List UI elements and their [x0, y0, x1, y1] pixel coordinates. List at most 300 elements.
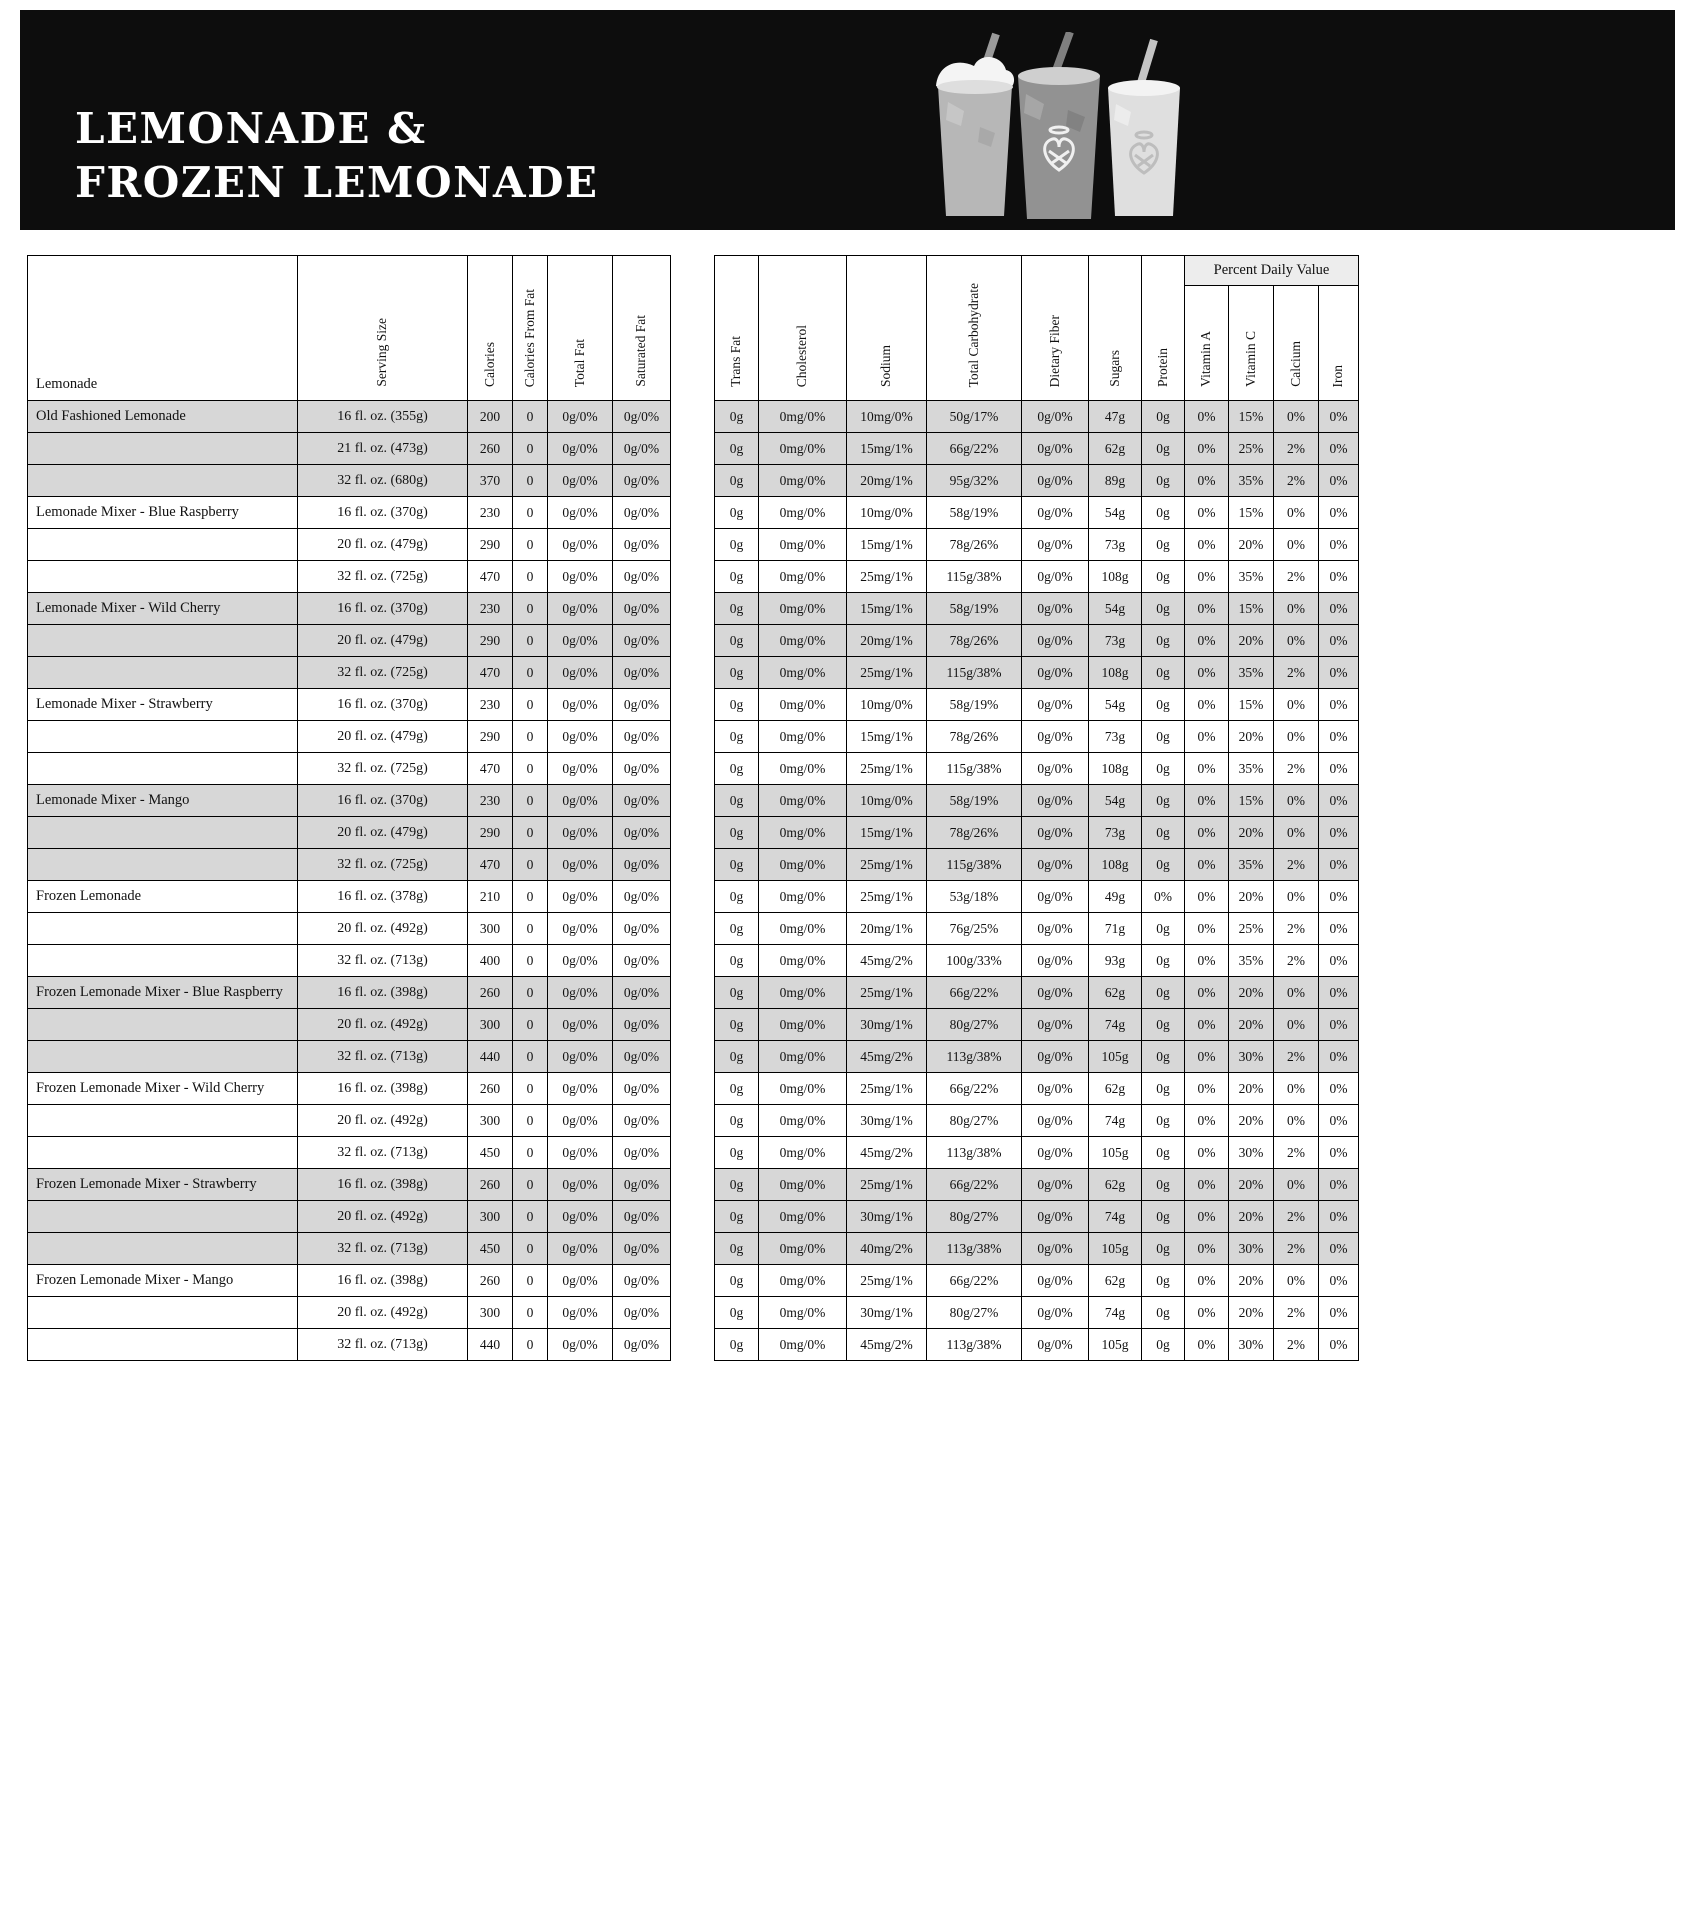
- cell-vitamin-a: 0%: [1185, 1329, 1229, 1361]
- cell-total-carbohydrate: 78g/26%: [927, 625, 1022, 657]
- col-header-label: Trans Fat: [728, 336, 744, 387]
- cell-calories-from-fat: 0: [513, 1041, 548, 1073]
- cell-sodium: 10mg/0%: [847, 401, 927, 433]
- cell-vitamin-c: 15%: [1229, 593, 1274, 625]
- cell-calories-from-fat: 0: [513, 689, 548, 721]
- cell-sugars: 89g: [1089, 465, 1142, 497]
- cell-product-name: [28, 1105, 298, 1137]
- cell-calories-from-fat: 0: [513, 1073, 548, 1105]
- cell-product-name: [28, 561, 298, 593]
- cell-calories: 230: [468, 497, 513, 529]
- cell-sodium: 15mg/1%: [847, 529, 927, 561]
- cell-total-fat: 0g/0%: [548, 753, 613, 785]
- col-header-label: Calories From Fat: [521, 288, 537, 387]
- col-header-sodium: [847, 256, 927, 401]
- cell-calories-from-fat: 0: [513, 1201, 548, 1233]
- cell-sodium: 10mg/0%: [847, 785, 927, 817]
- cell-saturated-fat: 0g/0%: [613, 1073, 671, 1105]
- cell-sodium: 20mg/1%: [847, 465, 927, 497]
- cell-saturated-fat: 0g/0%: [613, 1233, 671, 1265]
- cell-calories-from-fat: 0: [513, 1137, 548, 1169]
- cell-vitamin-a: 0%: [1185, 1297, 1229, 1329]
- cell-calcium: 0%: [1274, 785, 1319, 817]
- cell-product-name: Frozen Lemonade Mixer - Mango: [28, 1265, 298, 1297]
- cell-dietary-fiber: 0g/0%: [1022, 1329, 1089, 1361]
- cell-sugars: 93g: [1089, 945, 1142, 977]
- table-row: [28, 1329, 671, 1361]
- cell-trans-fat: 0g: [715, 433, 759, 465]
- cell-saturated-fat: 0g/0%: [613, 913, 671, 945]
- cell-total-carbohydrate: 58g/19%: [927, 497, 1022, 529]
- cell-product-name: [28, 1297, 298, 1329]
- cell-total-carbohydrate: 66g/22%: [927, 1169, 1022, 1201]
- cell-vitamin-a: 0%: [1185, 625, 1229, 657]
- cell-total-fat: 0g/0%: [548, 689, 613, 721]
- cell-dietary-fiber: 0g/0%: [1022, 753, 1089, 785]
- cell-product-name: Lemonade Mixer - Wild Cherry: [28, 593, 298, 625]
- cell-product-name: [28, 1137, 298, 1169]
- cell-sodium: 30mg/1%: [847, 1009, 927, 1041]
- cell-serving-size: 21 fl. oz. (473g): [298, 433, 468, 465]
- cell-total-carbohydrate: 80g/27%: [927, 1009, 1022, 1041]
- cell-total-fat: 0g/0%: [548, 433, 613, 465]
- cell-protein: 0g: [1142, 401, 1185, 433]
- cell-sodium: 30mg/1%: [847, 1297, 927, 1329]
- col-header-label: Protein: [1154, 348, 1170, 387]
- cell-iron: 0%: [1319, 1041, 1359, 1073]
- cell-calories: 300: [468, 913, 513, 945]
- table-row: [28, 849, 671, 881]
- cell-sodium: 10mg/0%: [847, 497, 927, 529]
- cell-trans-fat: 0g: [715, 1105, 759, 1137]
- cell-dietary-fiber: 0g/0%: [1022, 625, 1089, 657]
- cell-cholesterol: 0mg/0%: [759, 1041, 847, 1073]
- cell-sodium: 45mg/2%: [847, 1329, 927, 1361]
- cell-product-name: Frozen Lemonade Mixer - Strawberry: [28, 1169, 298, 1201]
- col-header-label: Calories: [481, 342, 497, 387]
- cell-calories-from-fat: 0: [513, 1233, 548, 1265]
- cell-calories-from-fat: 0: [513, 1329, 548, 1361]
- table-row: [715, 433, 1359, 465]
- cell-vitamin-c: 20%: [1229, 1073, 1274, 1105]
- col-header-label: Sugars: [1106, 350, 1122, 387]
- cell-calories: 290: [468, 625, 513, 657]
- cell-sodium: 15mg/1%: [847, 721, 927, 753]
- cell-vitamin-a: 0%: [1185, 657, 1229, 689]
- cell-sodium: 30mg/1%: [847, 1201, 927, 1233]
- cell-cholesterol: 0mg/0%: [759, 1297, 847, 1329]
- cell-trans-fat: 0g: [715, 753, 759, 785]
- col-header-cholesterol: [759, 256, 847, 401]
- cell-saturated-fat: 0g/0%: [613, 529, 671, 561]
- cell-cholesterol: 0mg/0%: [759, 1329, 847, 1361]
- col-header-calories-from-fat: [513, 256, 548, 401]
- table-row: [28, 913, 671, 945]
- cell-calcium: 2%: [1274, 913, 1319, 945]
- cell-total-fat: 0g/0%: [548, 1265, 613, 1297]
- cell-serving-size: 32 fl. oz. (725g): [298, 657, 468, 689]
- cell-total-fat: 0g/0%: [548, 849, 613, 881]
- cell-sugars: 54g: [1089, 593, 1142, 625]
- cell-protein: 0g: [1142, 1265, 1185, 1297]
- straw-icon: [1140, 40, 1154, 86]
- cell-calories: 470: [468, 561, 513, 593]
- table-row: [715, 497, 1359, 529]
- cell-saturated-fat: 0g/0%: [613, 721, 671, 753]
- cell-serving-size: 16 fl. oz. (398g): [298, 1265, 468, 1297]
- col-header-vitamin-a: [1185, 286, 1229, 401]
- cell-vitamin-c: 35%: [1229, 849, 1274, 881]
- cell-product-name: [28, 433, 298, 465]
- cell-vitamin-c: 30%: [1229, 1041, 1274, 1073]
- col-header-label: Saturated Fat: [633, 315, 649, 387]
- cell-vitamin-c: 30%: [1229, 1137, 1274, 1169]
- cell-sugars: 108g: [1089, 753, 1142, 785]
- cell-calories-from-fat: 0: [513, 977, 548, 1009]
- cell-dietary-fiber: 0g/0%: [1022, 1169, 1089, 1201]
- table-row: [715, 561, 1359, 593]
- cell-serving-size: 16 fl. oz. (378g): [298, 881, 468, 913]
- cell-vitamin-c: 20%: [1229, 977, 1274, 1009]
- cell-saturated-fat: 0g/0%: [613, 977, 671, 1009]
- cell-serving-size: 32 fl. oz. (725g): [298, 849, 468, 881]
- table-row: [28, 561, 671, 593]
- cell-calories-from-fat: 0: [513, 753, 548, 785]
- cell-dietary-fiber: 0g/0%: [1022, 1137, 1089, 1169]
- nutrition-table-right: [714, 255, 1359, 1361]
- cell-cholesterol: 0mg/0%: [759, 977, 847, 1009]
- cell-sugars: 105g: [1089, 1137, 1142, 1169]
- cell-calories: 210: [468, 881, 513, 913]
- cell-serving-size: 32 fl. oz. (713g): [298, 1137, 468, 1169]
- cell-vitamin-c: 20%: [1229, 1105, 1274, 1137]
- cell-cholesterol: 0mg/0%: [759, 625, 847, 657]
- cell-protein: 0g: [1142, 1233, 1185, 1265]
- cell-sodium: 25mg/1%: [847, 881, 927, 913]
- cell-serving-size: 16 fl. oz. (370g): [298, 785, 468, 817]
- cell-sugars: 49g: [1089, 881, 1142, 913]
- cell-vitamin-c: 15%: [1229, 785, 1274, 817]
- cell-vitamin-c: 20%: [1229, 1297, 1274, 1329]
- cell-dietary-fiber: 0g/0%: [1022, 401, 1089, 433]
- table-row: [28, 497, 671, 529]
- cell-iron: 0%: [1319, 977, 1359, 1009]
- table-row: [28, 785, 671, 817]
- cell-protein: 0g: [1142, 561, 1185, 593]
- cell-vitamin-a: 0%: [1185, 1041, 1229, 1073]
- cell-cholesterol: 0mg/0%: [759, 1105, 847, 1137]
- cell-serving-size: 32 fl. oz. (713g): [298, 1041, 468, 1073]
- cell-calories: 440: [468, 1041, 513, 1073]
- cell-vitamin-c: 15%: [1229, 497, 1274, 529]
- cell-product-name: [28, 529, 298, 561]
- cell-product-name: [28, 721, 298, 753]
- cell-serving-size: 20 fl. oz. (479g): [298, 529, 468, 561]
- cell-cholesterol: 0mg/0%: [759, 753, 847, 785]
- cell-sugars: 54g: [1089, 785, 1142, 817]
- cell-total-carbohydrate: 66g/22%: [927, 1265, 1022, 1297]
- cell-calories-from-fat: 0: [513, 785, 548, 817]
- cell-vitamin-c: 35%: [1229, 561, 1274, 593]
- cell-protein: 0g: [1142, 849, 1185, 881]
- cell-dietary-fiber: 0g/0%: [1022, 561, 1089, 593]
- cell-sugars: 62g: [1089, 433, 1142, 465]
- cell-product-name: [28, 945, 298, 977]
- col-header-label: Cholesterol: [794, 324, 810, 387]
- cell-vitamin-c: 25%: [1229, 913, 1274, 945]
- cell-calcium: 0%: [1274, 1169, 1319, 1201]
- cell-serving-size: 16 fl. oz. (370g): [298, 689, 468, 721]
- cell-trans-fat: 0g: [715, 529, 759, 561]
- cell-vitamin-c: 20%: [1229, 625, 1274, 657]
- table-row: [715, 529, 1359, 561]
- cell-product-name: Frozen Lemonade Mixer - Wild Cherry: [28, 1073, 298, 1105]
- cell-total-carbohydrate: 53g/18%: [927, 881, 1022, 913]
- cell-total-fat: 0g/0%: [548, 1169, 613, 1201]
- col-header-saturated-fat: [613, 256, 671, 401]
- cell-calcium: 0%: [1274, 401, 1319, 433]
- cell-sodium: 40mg/2%: [847, 1233, 927, 1265]
- cell-serving-size: 32 fl. oz. (713g): [298, 1233, 468, 1265]
- cell-protein: 0g: [1142, 977, 1185, 1009]
- table-row: [28, 401, 671, 433]
- cell-total-fat: 0g/0%: [548, 817, 613, 849]
- cell-dietary-fiber: 0g/0%: [1022, 1201, 1089, 1233]
- cell-product-name: [28, 1233, 298, 1265]
- cell-trans-fat: 0g: [715, 657, 759, 689]
- table-row: [715, 625, 1359, 657]
- cell-iron: 0%: [1319, 1201, 1359, 1233]
- cell-vitamin-a: 0%: [1185, 1201, 1229, 1233]
- cell-total-carbohydrate: 115g/38%: [927, 561, 1022, 593]
- cell-total-carbohydrate: 115g/38%: [927, 753, 1022, 785]
- cell-vitamin-a: 0%: [1185, 913, 1229, 945]
- cell-cholesterol: 0mg/0%: [759, 433, 847, 465]
- cell-calories: 470: [468, 753, 513, 785]
- cell-trans-fat: 0g: [715, 401, 759, 433]
- cell-iron: 0%: [1319, 913, 1359, 945]
- cell-trans-fat: 0g: [715, 593, 759, 625]
- cell-serving-size: 16 fl. oz. (370g): [298, 593, 468, 625]
- cell-protein: 0g: [1142, 433, 1185, 465]
- cell-vitamin-a: 0%: [1185, 1233, 1229, 1265]
- cell-saturated-fat: 0g/0%: [613, 657, 671, 689]
- pdv-header: Percent Daily Value: [1185, 256, 1359, 286]
- cell-product-name: Frozen Lemonade Mixer - Blue Raspberry: [28, 977, 298, 1009]
- cell-sugars: 62g: [1089, 1169, 1142, 1201]
- cell-total-fat: 0g/0%: [548, 593, 613, 625]
- cell-calcium: 0%: [1274, 1105, 1319, 1137]
- table-row: [715, 1009, 1359, 1041]
- cell-calories: 230: [468, 689, 513, 721]
- cell-cholesterol: 0mg/0%: [759, 721, 847, 753]
- cell-vitamin-a: 0%: [1185, 689, 1229, 721]
- cell-calcium: 0%: [1274, 977, 1319, 1009]
- cell-iron: 0%: [1319, 1265, 1359, 1297]
- page-title-line2: FROZEN LEMONADE: [75, 157, 599, 207]
- cell-calories: 290: [468, 817, 513, 849]
- cell-calories-from-fat: 0: [513, 593, 548, 625]
- cell-total-carbohydrate: 76g/25%: [927, 913, 1022, 945]
- cell-total-fat: 0g/0%: [548, 721, 613, 753]
- cell-trans-fat: 0g: [715, 1201, 759, 1233]
- col-header-label: Serving Size: [374, 318, 390, 387]
- cell-calories-from-fat: 0: [513, 817, 548, 849]
- cell-serving-size: 20 fl. oz. (479g): [298, 721, 468, 753]
- cell-dietary-fiber: 0g/0%: [1022, 657, 1089, 689]
- col-header-trans-fat: [715, 256, 759, 401]
- cell-cholesterol: 0mg/0%: [759, 465, 847, 497]
- cell-dietary-fiber: 0g/0%: [1022, 1073, 1089, 1105]
- cell-vitamin-a: 0%: [1185, 1009, 1229, 1041]
- cell-vitamin-a: 0%: [1185, 497, 1229, 529]
- cell-iron: 0%: [1319, 1169, 1359, 1201]
- cell-protein: 0g: [1142, 945, 1185, 977]
- cell-serving-size: 32 fl. oz. (725g): [298, 753, 468, 785]
- table-row: [715, 593, 1359, 625]
- cell-calories-from-fat: 0: [513, 913, 548, 945]
- cell-saturated-fat: 0g/0%: [613, 945, 671, 977]
- table-row: [715, 465, 1359, 497]
- cell-total-fat: 0g/0%: [548, 625, 613, 657]
- cell-dietary-fiber: 0g/0%: [1022, 1265, 1089, 1297]
- cell-sodium: 20mg/1%: [847, 625, 927, 657]
- cell-calories-from-fat: 0: [513, 1105, 548, 1137]
- cell-total-fat: 0g/0%: [548, 977, 613, 1009]
- cell-vitamin-a: 0%: [1185, 785, 1229, 817]
- cell-sodium: 25mg/1%: [847, 1169, 927, 1201]
- cell-dietary-fiber: 0g/0%: [1022, 689, 1089, 721]
- table-row: [715, 721, 1359, 753]
- cell-vitamin-a: 0%: [1185, 945, 1229, 977]
- cell-vitamin-a: 0%: [1185, 433, 1229, 465]
- cell-calories: 400: [468, 945, 513, 977]
- cell-total-carbohydrate: 78g/26%: [927, 529, 1022, 561]
- cell-vitamin-c: 35%: [1229, 753, 1274, 785]
- cell-total-fat: 0g/0%: [548, 1073, 613, 1105]
- cell-product-name: Frozen Lemonade: [28, 881, 298, 913]
- cell-total-carbohydrate: 66g/22%: [927, 1073, 1022, 1105]
- cell-total-fat: 0g/0%: [548, 1009, 613, 1041]
- table-row: [28, 1009, 671, 1041]
- cell-cholesterol: 0mg/0%: [759, 401, 847, 433]
- table-row: [28, 625, 671, 657]
- table-row: [715, 1233, 1359, 1265]
- cell-product-name: [28, 913, 298, 945]
- table-row: [715, 1137, 1359, 1169]
- col-header-vitamin-c: [1229, 286, 1274, 401]
- cell-sodium: 25mg/1%: [847, 1265, 927, 1297]
- cell-calories-from-fat: 0: [513, 529, 548, 561]
- cell-iron: 0%: [1319, 753, 1359, 785]
- cell-total-fat: 0g/0%: [548, 881, 613, 913]
- cell-calories-from-fat: 0: [513, 849, 548, 881]
- cell-calories-from-fat: 0: [513, 1297, 548, 1329]
- cell-trans-fat: 0g: [715, 1233, 759, 1265]
- cell-sugars: 54g: [1089, 497, 1142, 529]
- cell-iron: 0%: [1319, 657, 1359, 689]
- cell-protein: 0g: [1142, 753, 1185, 785]
- cell-iron: 0%: [1319, 1105, 1359, 1137]
- cell-total-fat: 0g/0%: [548, 497, 613, 529]
- lemonade-cups-image: [900, 32, 1210, 222]
- cell-cholesterol: 0mg/0%: [759, 913, 847, 945]
- cell-sugars: 105g: [1089, 1233, 1142, 1265]
- cell-iron: 0%: [1319, 1137, 1359, 1169]
- cell-product-name: Lemonade Mixer - Strawberry: [28, 689, 298, 721]
- cell-trans-fat: 0g: [715, 1329, 759, 1361]
- cell-total-fat: 0g/0%: [548, 913, 613, 945]
- cell-protein: 0g: [1142, 1201, 1185, 1233]
- cell-iron: 0%: [1319, 721, 1359, 753]
- cell-serving-size: 32 fl. oz. (725g): [298, 561, 468, 593]
- cell-saturated-fat: 0g/0%: [613, 1105, 671, 1137]
- cell-sugars: 74g: [1089, 1009, 1142, 1041]
- header-row: [715, 256, 1359, 286]
- cell-product-name: [28, 753, 298, 785]
- cell-calories: 260: [468, 1265, 513, 1297]
- cell-calories-from-fat: 0: [513, 1009, 548, 1041]
- cell-dietary-fiber: 0g/0%: [1022, 977, 1089, 1009]
- cell-total-fat: 0g/0%: [548, 785, 613, 817]
- cell-total-fat: 0g/0%: [548, 1041, 613, 1073]
- cell-sodium: 20mg/1%: [847, 913, 927, 945]
- cell-vitamin-a: 0%: [1185, 593, 1229, 625]
- cell-protein: 0%: [1142, 881, 1185, 913]
- cell-iron: 0%: [1319, 817, 1359, 849]
- cell-iron: 0%: [1319, 625, 1359, 657]
- cell-iron: 0%: [1319, 1329, 1359, 1361]
- cell-calories-from-fat: 0: [513, 657, 548, 689]
- cell-product-name: [28, 625, 298, 657]
- cell-dietary-fiber: 0g/0%: [1022, 1233, 1089, 1265]
- cell-calcium: 0%: [1274, 721, 1319, 753]
- cell-trans-fat: 0g: [715, 913, 759, 945]
- cell-trans-fat: 0g: [715, 785, 759, 817]
- table-row: [715, 817, 1359, 849]
- table-row: [28, 1137, 671, 1169]
- cell-vitamin-a: 0%: [1185, 561, 1229, 593]
- col-header-label: Total Carbohydrate: [965, 282, 981, 387]
- cell-calories-from-fat: 0: [513, 625, 548, 657]
- cell-vitamin-a: 0%: [1185, 753, 1229, 785]
- cell-saturated-fat: 0g/0%: [613, 817, 671, 849]
- cell-dietary-fiber: 0g/0%: [1022, 1105, 1089, 1137]
- nutrition-tables: [27, 255, 1359, 1361]
- cell-total-fat: 0g/0%: [548, 401, 613, 433]
- cell-sodium: 25mg/1%: [847, 657, 927, 689]
- table-row: [28, 1073, 671, 1105]
- cell-calories: 440: [468, 1329, 513, 1361]
- cell-saturated-fat: 0g/0%: [613, 1329, 671, 1361]
- cell-saturated-fat: 0g/0%: [613, 593, 671, 625]
- cell-iron: 0%: [1319, 1233, 1359, 1265]
- cell-saturated-fat: 0g/0%: [613, 561, 671, 593]
- cell-vitamin-a: 0%: [1185, 1169, 1229, 1201]
- cell-calcium: 0%: [1274, 1265, 1319, 1297]
- cell-iron: 0%: [1319, 1297, 1359, 1329]
- cell-calories-from-fat: 0: [513, 721, 548, 753]
- cell-cholesterol: 0mg/0%: [759, 1233, 847, 1265]
- cell-protein: 0g: [1142, 593, 1185, 625]
- cell-sodium: 25mg/1%: [847, 753, 927, 785]
- cell-calcium: 2%: [1274, 561, 1319, 593]
- cell-calories: 230: [468, 785, 513, 817]
- table-row: [28, 753, 671, 785]
- cell-sugars: 47g: [1089, 401, 1142, 433]
- cell-sugars: 108g: [1089, 849, 1142, 881]
- table-row: [715, 689, 1359, 721]
